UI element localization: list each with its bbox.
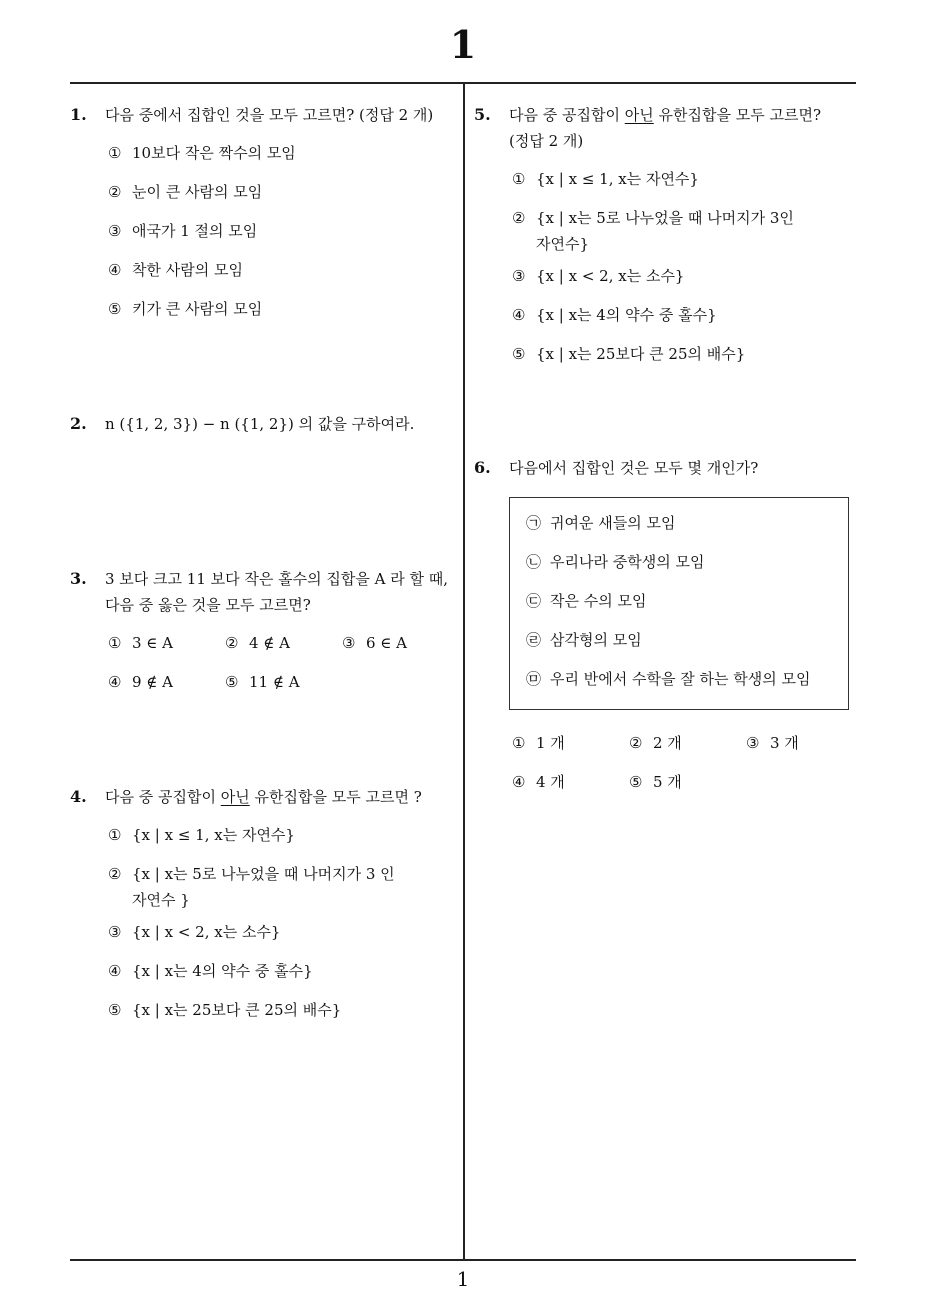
question-5 xyxy=(474,102,859,380)
option-text: 6 ∈ A xyxy=(366,634,408,652)
option-mark: ⑤ xyxy=(108,300,122,318)
box-item xyxy=(526,588,848,627)
option-mark: ③ xyxy=(108,923,122,941)
question-1 xyxy=(70,102,450,335)
question-text xyxy=(105,784,455,810)
option-mark: ① xyxy=(108,634,122,652)
box-item-text: 귀여운 새들의 모임 xyxy=(550,514,676,532)
option-text: {x | x ≤ 1, x는 자연수} xyxy=(536,170,699,188)
option-text: 4 개 xyxy=(536,773,565,791)
option-text: 3 ∈ A xyxy=(132,634,174,652)
underlined-word: 아닌 xyxy=(220,788,250,806)
question-text-part: 유한집합을 모두 고르면? xyxy=(653,106,821,124)
question-text-part: 유한집합을 모두 고르면 ? xyxy=(249,788,422,806)
condition-box xyxy=(509,497,849,710)
answer-count-note: (정답 2 개) xyxy=(509,132,584,150)
option-mark: ② xyxy=(629,734,643,752)
column-divider xyxy=(463,83,465,1259)
option-text: 5 개 xyxy=(653,773,682,791)
option-text-continued: 자연수} xyxy=(536,235,590,253)
option-3[interactable] xyxy=(108,919,455,958)
option-3[interactable] xyxy=(512,263,859,302)
option-5[interactable] xyxy=(629,769,746,795)
option-text: {x | x < 2, x는 소수} xyxy=(132,923,281,941)
question-number: 4. xyxy=(70,787,87,806)
box-item-mark: ㉡ xyxy=(526,553,542,571)
option-text: 1 개 xyxy=(536,734,565,752)
option-mark: ③ xyxy=(512,267,526,285)
option-mark: ① xyxy=(108,826,122,844)
option-text-continued: 자연수 } xyxy=(132,891,190,909)
option-text: 눈이 큰 사람의 모임 xyxy=(132,183,263,201)
option-1[interactable] xyxy=(512,730,629,756)
question-text: n ({1, 2, 3}) − n ({1, 2}) 의 값을 구하여라. xyxy=(105,415,415,433)
option-mark: ⑤ xyxy=(512,345,526,363)
question-number: 2. xyxy=(70,414,87,433)
option-3[interactable] xyxy=(746,730,863,756)
box-item-text: 삼각형의 모임 xyxy=(550,631,642,649)
option-mark: ④ xyxy=(512,306,526,324)
option-5[interactable] xyxy=(108,997,455,1036)
underlined-word: 아닌 xyxy=(624,106,654,124)
option-grid xyxy=(512,730,859,795)
box-item-text: 작은 수의 모임 xyxy=(550,592,647,610)
box-item xyxy=(526,627,848,666)
question-text xyxy=(509,102,859,154)
question-3 xyxy=(70,566,455,695)
option-mark: ② xyxy=(108,865,122,883)
option-text: 착한 사람의 모임 xyxy=(132,261,243,279)
option-4[interactable] xyxy=(108,669,225,695)
option-text: 2 개 xyxy=(653,734,682,752)
question-number: 5. xyxy=(474,105,491,124)
option-text: 10보다 작은 짝수의 모임 xyxy=(132,144,296,162)
bottom-rule xyxy=(70,1259,856,1261)
option-2[interactable] xyxy=(108,861,455,919)
option-list xyxy=(108,140,450,335)
box-item-text: 우리 반에서 수학을 잘 하는 학생의 모임 xyxy=(550,670,811,688)
option-2[interactable] xyxy=(108,179,450,218)
option-mark: ① xyxy=(512,170,526,188)
question-text: 3 보다 크고 11 보다 작은 홀수의 집합을 A 라 할 때, 다음 중 옳은 것을 모두 고르면? xyxy=(105,570,449,614)
option-text: 9 ∉ A xyxy=(132,673,174,691)
option-mark: ⑤ xyxy=(225,673,239,691)
option-1[interactable] xyxy=(108,630,225,656)
option-text: {x | x는 4의 약수 중 홀수} xyxy=(132,962,313,980)
page-number-bottom: 1 xyxy=(456,1267,470,1291)
question-text-part: 다음 중 공집합이 xyxy=(509,106,625,124)
option-mark: ④ xyxy=(108,261,122,279)
option-mark: ② xyxy=(512,209,526,227)
question-number: 1. xyxy=(70,105,87,124)
option-mark: ③ xyxy=(108,222,122,240)
box-item xyxy=(526,510,848,549)
option-text: 키가 큰 사람의 모임 xyxy=(132,300,263,318)
option-text: 3 개 xyxy=(770,734,799,752)
option-mark: ① xyxy=(108,144,122,162)
option-grid xyxy=(108,630,455,695)
option-1[interactable] xyxy=(512,166,859,205)
question-number: 3. xyxy=(70,569,87,588)
option-4[interactable] xyxy=(108,958,455,997)
option-3[interactable] xyxy=(342,630,459,656)
option-mark: ① xyxy=(512,734,526,752)
question-text: 다음 중에서 집합인 것을 모두 고르면? (정답 2 개) xyxy=(105,106,434,124)
option-5[interactable] xyxy=(512,341,859,380)
question-4 xyxy=(70,784,455,1036)
option-2[interactable] xyxy=(512,205,859,263)
option-mark: ⑤ xyxy=(108,1001,122,1019)
question-number: 6. xyxy=(474,458,491,477)
question-text-part: 다음 중 공집합이 xyxy=(105,788,221,806)
box-item-mark: ㉤ xyxy=(526,670,542,688)
option-1[interactable] xyxy=(108,140,450,179)
option-4[interactable] xyxy=(512,302,859,341)
option-text: 애국가 1 절의 모임 xyxy=(132,222,258,240)
option-5[interactable] xyxy=(108,296,450,335)
box-item xyxy=(526,549,848,588)
option-text: {x | x는 5로 나누었을 때 나머지가 3인 xyxy=(536,209,794,227)
box-item-mark: ㉠ xyxy=(526,514,542,532)
box-item-text: 우리나라 중학생의 모임 xyxy=(550,553,705,571)
option-4[interactable] xyxy=(108,257,450,296)
option-mark: ③ xyxy=(746,734,760,752)
option-list xyxy=(512,166,859,380)
option-5[interactable] xyxy=(225,669,342,695)
option-mark: ④ xyxy=(108,673,122,691)
option-text: {x | x는 5로 나누었을 때 나머지가 3 인 xyxy=(132,865,395,883)
question-6 xyxy=(474,455,859,795)
page-number-top: 1 xyxy=(449,22,477,67)
option-mark: ② xyxy=(108,183,122,201)
option-2[interactable] xyxy=(629,730,746,756)
option-4[interactable] xyxy=(512,769,629,795)
option-mark: ⑤ xyxy=(629,773,643,791)
option-text: {x | x < 2, x는 소수} xyxy=(536,267,685,285)
box-item-mark: ㉣ xyxy=(526,631,542,649)
option-list xyxy=(108,822,455,1036)
option-2[interactable] xyxy=(225,630,342,656)
option-text: 11 ∉ A xyxy=(249,673,300,691)
question-text: 다음에서 집합인 것은 모두 몇 개인가? xyxy=(509,459,759,477)
question-2 xyxy=(70,411,450,437)
option-1[interactable] xyxy=(108,822,455,861)
option-mark: ③ xyxy=(342,634,356,652)
option-text: {x | x는 4의 약수 중 홀수} xyxy=(536,306,717,324)
box-item-mark: ㉢ xyxy=(526,592,542,610)
option-text: 4 ∉ A xyxy=(249,634,291,652)
option-3[interactable] xyxy=(108,218,450,257)
option-mark: ② xyxy=(225,634,239,652)
option-text: {x | x ≤ 1, x는 자연수} xyxy=(132,826,295,844)
option-text: {x | x는 25보다 큰 25의 배수} xyxy=(536,345,746,363)
option-text: {x | x는 25보다 큰 25의 배수} xyxy=(132,1001,342,1019)
option-mark: ④ xyxy=(108,962,122,980)
option-mark: ④ xyxy=(512,773,526,791)
box-item xyxy=(526,666,848,705)
